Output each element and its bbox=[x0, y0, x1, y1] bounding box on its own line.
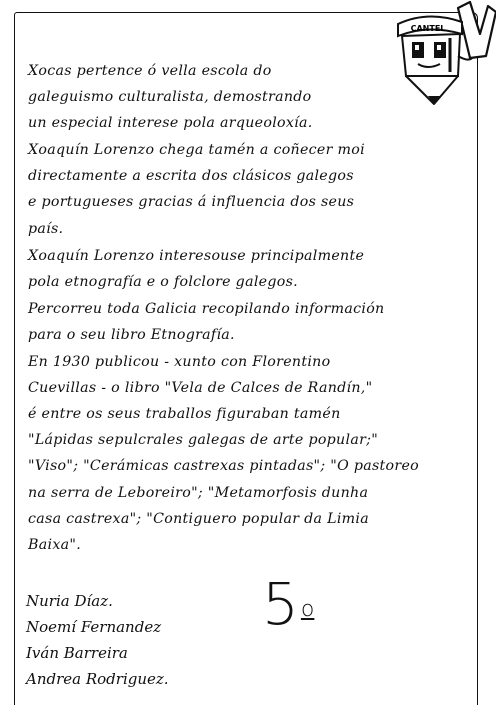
grade-number: 5 bbox=[262, 570, 299, 638]
grade-ordinal: o bbox=[300, 597, 315, 622]
author-name: Nuria Díaz. bbox=[26, 592, 113, 610]
paragraph-5: En 1930 publicou - xunto con Florentino Cuevillas - o libro "Vela de Calces de Randín," é entre os seus traballos figuraban tamén "Lápidas sepulcrales galegas de arte popular;" "Viso"; "Cerámicas castrexas pintadas"; "O pastoreo na serra de Leboreiro"; "Metamorfosis dunha casa castrexa"; "Contiguero popular da Limia Baixa". bbox=[28, 354, 420, 553]
paragraph-2: Xoaquín Lorenzo chega tamén a coñecer moi directamente a escrita dos clásicos galegos e portugueses gracias á influencia dos seus país. bbox=[28, 142, 365, 237]
author-name: Andrea Rodriguez. bbox=[26, 670, 169, 688]
author-list bbox=[26, 588, 169, 692]
paragraph-4: Percorreu toda Galicia recopilando información para o seu libro Etnografía. bbox=[28, 300, 385, 343]
author-name: Noemí Fernandez bbox=[26, 618, 162, 636]
paragraph-1: Xocas pertence ó vella escola do galeguismo culturalista, demostrando un especial interese pola arqueoloxía. bbox=[28, 63, 313, 132]
logo-text: CANTEL bbox=[410, 24, 446, 33]
paragraph-3: Xoaquín Lorenzo interesouse principalmente pola etnografía e o folclore galegos. bbox=[28, 247, 365, 290]
class-grade bbox=[262, 570, 315, 638]
author-name: Iván Barreira bbox=[26, 644, 128, 662]
essay-body bbox=[28, 58, 460, 560]
